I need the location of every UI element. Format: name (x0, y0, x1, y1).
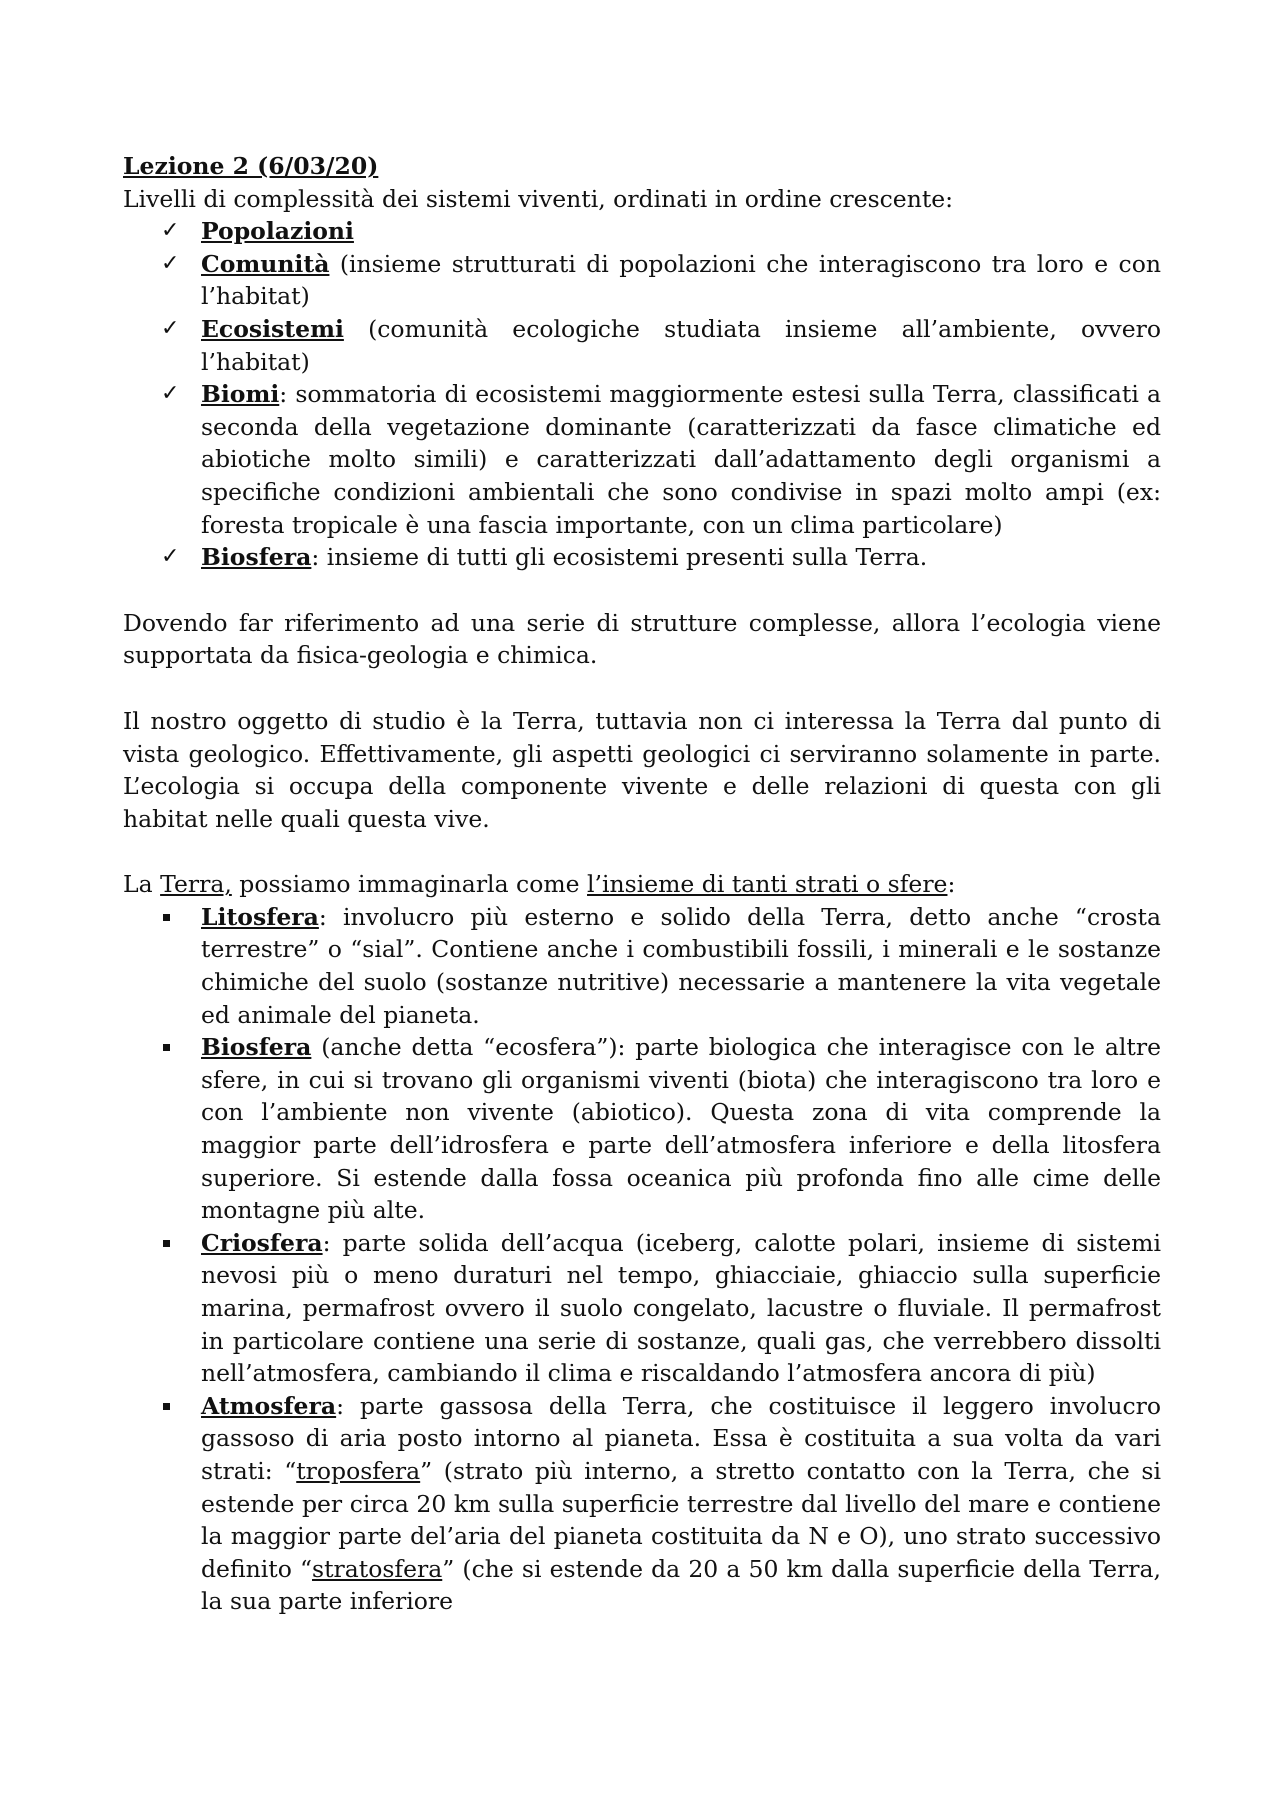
checkmark-icon: ✓ (161, 381, 180, 407)
list-item (123, 248, 1161, 313)
term-biomi: Biomi (201, 380, 280, 409)
list-item (123, 901, 1161, 1031)
paragraph-support: Dovendo far riferimento ad una serie di strutture complesse, allora l’ecologia viene supportata da fisica-geologia e chimica. (123, 608, 1161, 670)
list-item (123, 1031, 1161, 1227)
spacer (123, 672, 1161, 705)
term-comunita: Comunità (201, 249, 330, 278)
intro-line: Livelli di complessità dei sistemi viventi, ordinati in ordine crescente: (123, 184, 954, 213)
item-text: : parte gassosa della Terra, che costituisce il leggero involucro gassoso di aria posto intorno al pianeta. Essa è costituita a sua volta da vari strati: “ (201, 1391, 1161, 1485)
list-item (123, 541, 1161, 574)
spheres-list (123, 901, 1161, 1618)
square-bullet-icon (163, 1240, 170, 1247)
square-bullet-icon (163, 1403, 170, 1410)
item-text: : sommatoria di ecosistemi maggiormente estesi sulla Terra, classificati a seconda della vegetazione dominante (caratterizzati da fasce climatiche ed abiotiche molto simili) e caratterizzati dall’adattamento degli organismi a specifiche condizioni ambientali che sono condivise in spazi molto ampi (ex: foresta tropicale è una fascia importante, con un clima particolare) (201, 380, 1161, 539)
troposfera-underlined: troposfera (296, 1456, 421, 1485)
intro-text: possiamo immaginarla come (231, 870, 588, 899)
checkmark-icon: ✓ (161, 250, 180, 276)
term-criosfera: Criosfera (201, 1228, 323, 1257)
list-item (123, 313, 1161, 378)
complexity-levels-list (123, 215, 1161, 574)
item-text: (comunità ecologiche studiata insieme all’ambiente, ovvero l’habitat) (201, 314, 1161, 376)
term-litosfera: Litosfera (201, 902, 319, 931)
term-atmosfera: Atmosfera (201, 1391, 337, 1420)
item-text: (anche detta “ecosfera”): parte biologica che interagisce con le altre sfere, in cui si trovano gli organismi viventi (biota) che interagiscono tra loro e con l’ambiente non vivente (abiotico). Questa zona di vita comprende la maggior parte dell’idrosfera e parte dell’atmosfera inferiore e della litosfera superiore. Si estende dalla fossa oceanica più profonda fino alle cime delle montagne più alte. (201, 1033, 1161, 1225)
checkmark-icon: ✓ (161, 544, 180, 570)
item-text: : involucro più esterno e solido della Terra, detto anche “crosta terrestre” o “sial”. Contiene anche i combustibili fossili, i minerali e le sostanze chimiche del suolo (sostanze nutritive) necessarie a mantenere la vita vegetale ed animale del pianeta. (201, 902, 1161, 1029)
paragraph-study-object: Il nostro oggetto di studio è la Terra, tuttavia non ci interessa la Terra dal punto di vista geologico. Effettivamente, gli aspetti geologici ci serviranno solamente in parte. L’ecologia si occupa della componente vivente e delle relazioni di questa con gli habitat nelle quali questa vive. (123, 706, 1161, 833)
list-item (123, 1227, 1161, 1390)
item-text: ” (che si estende da 20 a 50 km dalla superficie della Terra, la sua parte inferiore (201, 1554, 1161, 1616)
spheres-intro (123, 868, 1161, 901)
document-page (123, 150, 1161, 1618)
intro-text: : (947, 870, 956, 899)
list-item (123, 1390, 1161, 1618)
item-text: : insieme di tutti gli ecosistemi presenti sulla Terra. (311, 543, 928, 572)
term-biosfera: Biosfera (201, 543, 312, 572)
terra-underlined: Terra, (160, 870, 232, 899)
spheres-underlined: l’insieme di tanti strati o sfere (587, 870, 948, 899)
list-item (123, 378, 1161, 541)
stratosfera-underlined: stratosfera (312, 1554, 443, 1583)
term-biosfera: Biosfera (201, 1033, 312, 1062)
term-ecosistemi: Ecosistemi (201, 314, 344, 343)
lesson-title: Lezione 2 (6/03/20) (123, 152, 379, 180)
intro-text: La (123, 870, 161, 899)
list-item (123, 215, 1161, 248)
square-bullet-icon (163, 914, 170, 921)
square-bullet-icon (163, 1044, 170, 1051)
item-text: : parte solida dell’acqua (iceberg, calotte polari, insieme di sistemi nevosi più o meno duraturi nel tempo, ghiacciaie, ghiaccio sulla superficie marina, permafrost ovvero il suolo congelato, lacustre o fluviale. Il permafrost in particolare contiene una serie di sostanze, quali gas, che verrebbero dissolti nell’atmosfera, cambiando il clima e riscaldando l’atmosfera ancora di più) (201, 1228, 1161, 1388)
spacer (123, 835, 1161, 868)
item-text: (insieme strutturati di popolazioni che interagiscono tra loro e con l’habitat) (201, 249, 1161, 311)
item-text: ” (strato più interno, a stretto contatto con la Terra, che si estende per circa 20 km sulla superficie terrestre dal livello del mare e contiene la maggior parte del’aria del pianeta costituita da N e O), uno strato successivo definito “ (201, 1456, 1161, 1583)
checkmark-icon: ✓ (161, 218, 180, 244)
checkmark-icon: ✓ (161, 315, 180, 341)
spacer (123, 574, 1161, 607)
term-popolazioni: Popolazioni (201, 217, 354, 246)
